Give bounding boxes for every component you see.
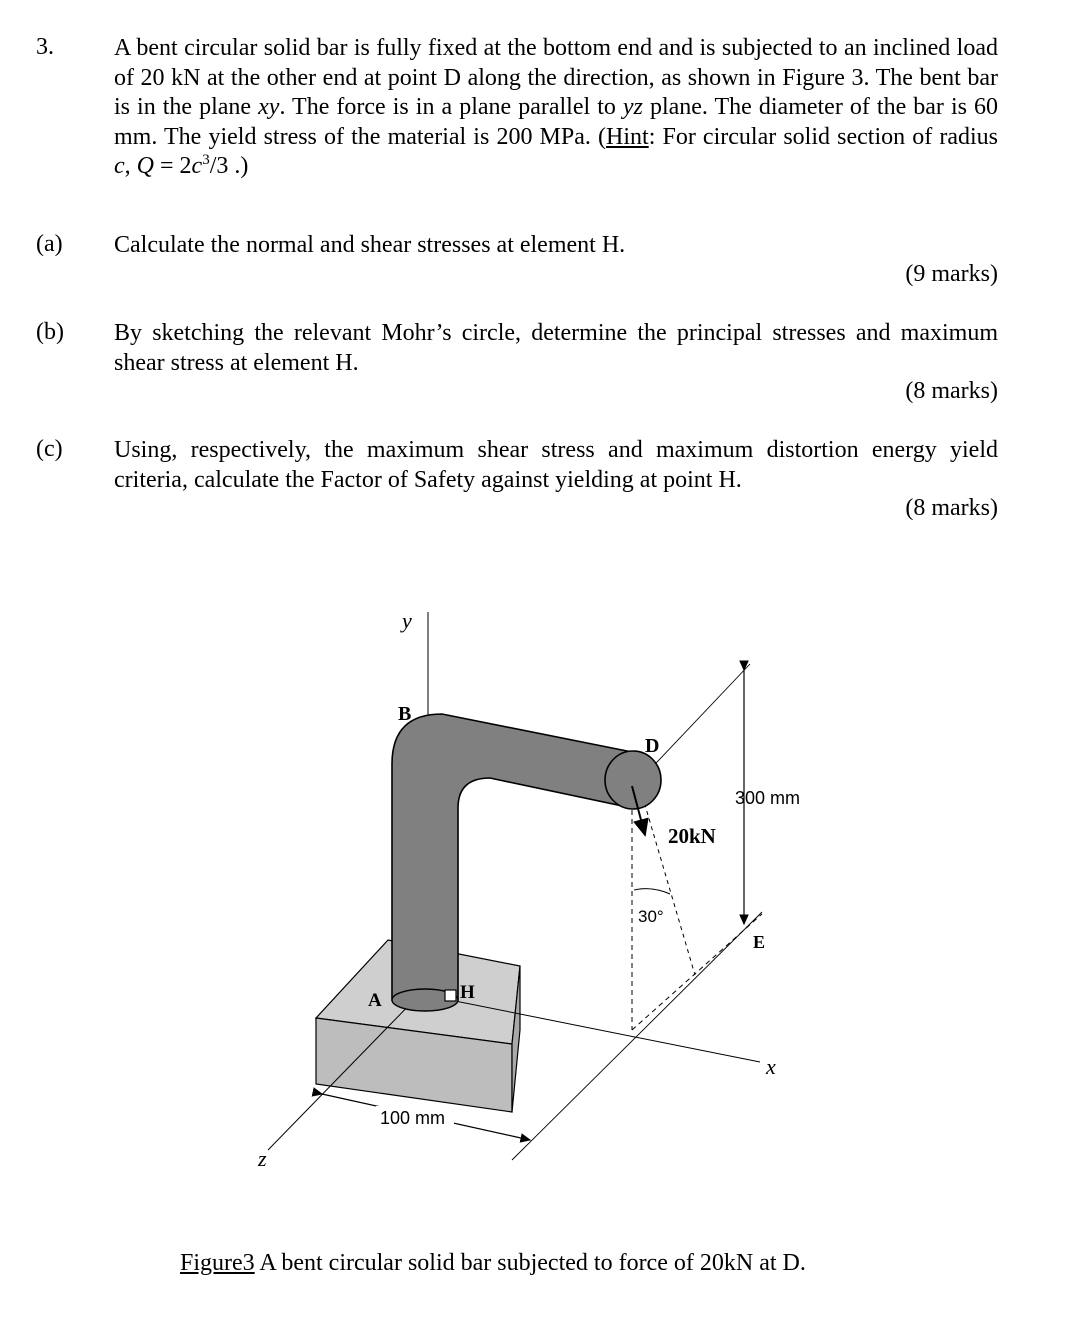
c-symbol: c: [191, 153, 203, 179]
dim-300-label: 300 mm: [735, 788, 801, 808]
part-c-marks: (8 marks): [905, 495, 998, 521]
question-text-1: A bent circular solid bar is fully fixed at the bottom end and is subjected to an inclined load of 20 kN at the other end at point D along the direction, as shown in Figure 3. The bent bar is in the plane: [114, 35, 998, 120]
equals: = 2: [154, 153, 192, 179]
figure-caption-text: A bent circular solid bar subjected to force of 20kN at D.: [254, 1250, 806, 1276]
figure-caption: [180, 1250, 806, 1277]
part-b-text: By sketching the relevant Mohr’s circle, determine the principal stresses and maximum shear stress at element H.: [114, 320, 998, 376]
part-a-text: Calculate the normal and shear stresses at element H.: [114, 232, 626, 258]
d-construction-line: [640, 664, 750, 780]
plane-yz: yz: [622, 94, 643, 120]
part-c-label: (c): [36, 436, 63, 462]
question-text-3: plane. The diameter of the bar is 60 mm. The yield stress of the material is 200 MPa. (: [114, 94, 998, 150]
point-h-label: H: [460, 982, 475, 1003]
point-b-label: B: [398, 703, 412, 725]
bent-bar: [392, 714, 632, 1000]
hint-label: Hint: [606, 123, 649, 150]
dim-100-label: 100 mm: [380, 1108, 446, 1128]
force-line-dashed: [640, 788, 695, 975]
point-a-label: A: [368, 990, 382, 1011]
point-d-label: D: [645, 735, 660, 757]
question-text-5: /3 .): [209, 153, 249, 179]
question-text-2: . The force is in a plane parallel to: [279, 94, 623, 120]
radius-symbol: c: [114, 153, 125, 179]
part-b-label: (b): [36, 319, 64, 345]
bar-end-d: [605, 751, 661, 809]
question-text-4: : For circular solid section of radius: [648, 123, 998, 150]
angle-arc: [634, 889, 670, 894]
force-label: 20kN: [668, 824, 716, 848]
cube-exponent: 3: [202, 152, 210, 168]
figure-caption-label: Figure3: [180, 1250, 255, 1276]
part-b-marks: (8 marks): [905, 378, 998, 404]
e-construction-line: [512, 912, 762, 1160]
part-c-text: Using, respectively, the maximum shear stress and maximum distortion energy yield criteria, calculate the Factor of Safety against yielding at point H.: [114, 437, 998, 493]
e-dashed-line: [632, 914, 762, 1030]
plane-xy: xy: [258, 94, 280, 120]
question-number: 3.: [36, 34, 54, 60]
element-h-square: [445, 990, 456, 1001]
angle-label: 30°: [638, 907, 664, 926]
part-a-label: (a): [36, 231, 63, 257]
comma: ,: [124, 153, 137, 179]
part-a-marks: (9 marks): [905, 261, 998, 287]
point-e-label: E: [753, 932, 766, 952]
q-symbol: Q: [136, 153, 154, 179]
x-axis-label: x: [766, 1054, 776, 1079]
z-axis-label: z: [258, 1146, 267, 1171]
y-axis-label: y: [402, 608, 412, 633]
